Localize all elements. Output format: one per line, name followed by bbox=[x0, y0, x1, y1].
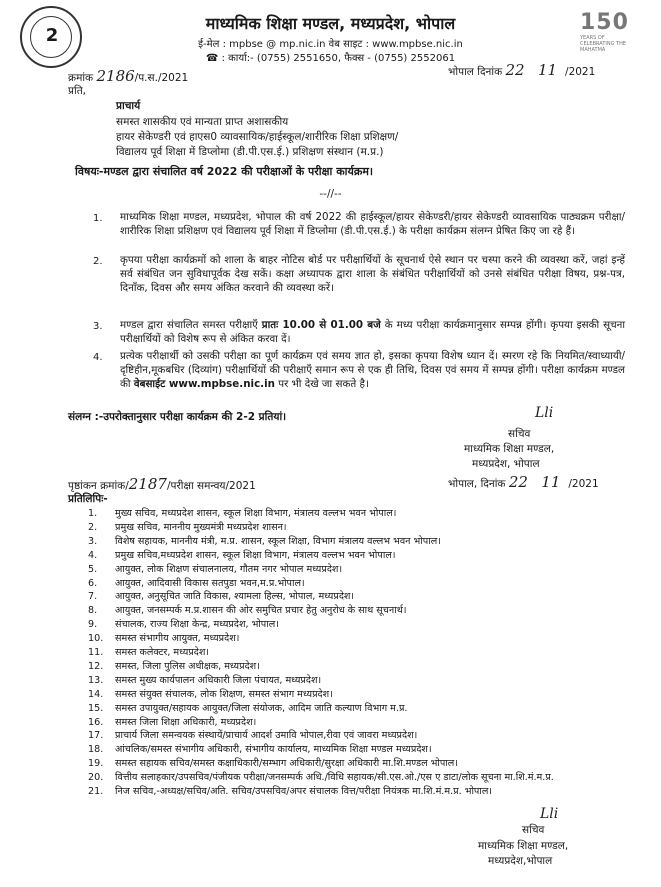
ref-date-day: 22 bbox=[505, 61, 525, 79]
anniversary-text: YEARS OF CELEBRATING THE MAHATMA bbox=[580, 35, 627, 53]
copy-list-item-text: निज सचिव,-अध्यक्ष/सचिव/अति. सचिव/उपसचिव/अपर संचालक वित्त/परीक्षा नियंत्रक मा.शि.मं.म.प्र. भोपाल। bbox=[115, 786, 493, 797]
copy-list-item-number: 4. bbox=[88, 550, 98, 561]
copy-list-item-number: 21. bbox=[88, 786, 104, 797]
signature-2-line1: माध्यमिक शिक्षा मण्डल, bbox=[478, 840, 569, 852]
anniversary-number: 150 bbox=[580, 10, 629, 35]
copy-list-item-number: 15. bbox=[88, 703, 104, 714]
anniversary-logo bbox=[580, 10, 640, 53]
copy-list-item-number: 12. bbox=[88, 661, 104, 672]
para-4-number: 4. bbox=[93, 352, 103, 363]
signature-1-mark: Lli bbox=[535, 405, 554, 421]
email-web-line: ई-मेल : mpbse @ mp.nic.in वेब साइट : www.mpbse.nic.in bbox=[198, 39, 463, 50]
para-4-text bbox=[120, 349, 625, 391]
copy-list-item-number: 8. bbox=[88, 605, 98, 616]
copy-list-item-text: समस्त सहायक सचिव/समस्त कक्षाधिकारी/सम्भाग अधिकारी/सुरक्षा अधिकारी मा.शि.मण्डल भोपाल। bbox=[115, 758, 458, 769]
ref-date-month: 11 bbox=[537, 61, 558, 79]
copy-list-item-number: 16. bbox=[88, 717, 104, 728]
copy-list-item-number: 18. bbox=[88, 744, 104, 755]
copy-list-item-number: 14. bbox=[88, 689, 104, 700]
copy-list-item-text: प्राचार्य जिला समन्वयक संस्थायें/प्राचार्य आदर्श उमावि भोपाल,रीवा एवं जावरा मध्यप्रदेश। bbox=[115, 730, 418, 741]
copy-list-item-number: 11. bbox=[88, 647, 104, 658]
copy-list-item-text: प्रमुख सचिव, माननीय मुख्यमंत्री मध्यप्रदेश शासन। bbox=[115, 522, 287, 533]
endorsement-prefix: पृष्ठांकन क्रमांक/ bbox=[68, 480, 129, 492]
para-2-number: 2. bbox=[93, 256, 103, 267]
copy-list-item-text: समस्त कलेक्टर, मध्यप्रदेश। bbox=[115, 647, 210, 658]
separator: --//-- bbox=[319, 188, 342, 200]
signature-1-date bbox=[448, 473, 599, 491]
copy-list-item-text: आंचलिक/समस्त संभागीय अधिकारी, संभागीय कार्यालय, माध्यमिक शिक्षा मण्डल मध्यप्रदेश। bbox=[115, 744, 432, 755]
signature-1-line2: मध्यप्रदेश, भोपाल bbox=[472, 458, 540, 470]
copy-list-item-text: समस्त मुख्य कार्यपालन अधिकारी जिला पंचायत, मध्यप्रदेश। bbox=[115, 675, 322, 686]
para-3-exam-time: प्रातः 10.00 से 01.00 बजे bbox=[261, 319, 381, 331]
para-1-text: माध्यमिक शिक्षा मण्डल, मध्यप्रदेश, भोपाल की वर्ष 2022 की हाईस्कूल/हायर सेकेण्डरी/हायर सेकेण्डरी व्यावसायिक पाठ्यक्रम परीक्षा/शारीरिक शिक्षा प्रशिक्षण एवं विद्यालय पूर्व शिक्षा में डिप्लोमा (डी.पी.एस.ई.) के परीक्षा कार्यक्रम संलग्न प्रेषित किए जा रहे हैं। bbox=[120, 211, 625, 237]
copy-list-item-number: 5. bbox=[88, 564, 98, 575]
copy-list-item-text: समस्त, जिला पुलिस अधीक्षक, मध्यप्रदेश। bbox=[115, 661, 260, 672]
para-3-text-a: मण्डल द्वारा संचालित समस्त परीक्षाएँ bbox=[120, 319, 262, 331]
endorsement-suffix: /परीक्षा समन्वय/2021 bbox=[166, 480, 256, 492]
copy-list-item-number: 17. bbox=[88, 730, 104, 741]
signature-2-title: सचिव bbox=[522, 824, 545, 836]
copy-list-item-text: आयुक्त, अनुसूचित जाति विकास, श्यामला हिल्स, भोपाल, मध्यप्रदेश। bbox=[115, 591, 355, 602]
copy-list-item-text: आयुक्त, जनसम्पर्क म.प्र.शासन की ओर समुचित प्रचार हेतु अनुरोध के साथ सूचनार्थ। bbox=[115, 605, 407, 616]
para-3-text bbox=[120, 318, 625, 346]
copy-list-item-number: 3. bbox=[88, 536, 98, 547]
endorsement-number bbox=[68, 475, 256, 493]
copy-list-item-text: समस्त जिला शिक्षा अधिकारी, मध्यप्रदेश। bbox=[115, 717, 257, 728]
ref-number bbox=[68, 67, 189, 85]
para-3-number: 3. bbox=[93, 321, 103, 332]
ref-suffix: /प.स./2021 bbox=[134, 72, 189, 84]
copy-heading: प्रतिलिपिः- bbox=[68, 493, 108, 505]
signature-1-date-year: /2021 bbox=[568, 478, 599, 490]
copy-list-item-text: वित्तीय सलाहकार/उपसचिव/पंजीयक परीक्षा/जनसम्पर्क अधि./विधि सहायक/सी.एस.ओ./एस ए डाटा/लोक सूचना मा.शि.मं.म.प्र. bbox=[115, 772, 554, 783]
copy-list-item-text: समस्त संयुक्त संचालक, लोक शिक्षण, समस्त संभाग मध्यप्रदेश। bbox=[115, 689, 333, 700]
logo-number: 2 bbox=[45, 25, 59, 46]
copy-list-item-number: 19. bbox=[88, 758, 104, 769]
enclosure: संलग्न :-उपरोक्तानुसार परीक्षा कार्यक्रम की 2-2 प्रतियां। bbox=[68, 411, 287, 423]
copy-list-item-number: 2. bbox=[88, 522, 98, 533]
copy-list-item-text: आयुक्त, लोक शिक्षण संचालनालय, गौतम नगर भोपाल मध्यप्रदेश। bbox=[115, 564, 343, 575]
para-4-text-a: प्रत्येक परीक्षार्थी को उसकी परीक्षा का पूर्ण कार्यक्रम एवं समय ज्ञात हो, इसका कृपया विशेष ध्यान दें। स्मरण रहे कि नियमित/स्वाध्यायी/दृष्टिहीन,मूकबधिर (दिव्यांग) परीक्षार्थियों की परीक्षाएँ समान रूप से एक ही तिथि, दिवस एवं समय में सम्पन्न होंगी। परीक्षा कार्यक्रम मण्डल की bbox=[120, 350, 625, 390]
ref-date-label: भोपाल दिनांक bbox=[448, 66, 503, 78]
copy-list-item-number: 13. bbox=[88, 675, 104, 686]
subject: विषयः-मण्डल द्वारा संचालित वर्ष 2022 की परीक्षाओं के परीक्षा कार्यक्रम। bbox=[75, 165, 374, 178]
signature-1-date-label: भोपाल, दिनांक bbox=[448, 478, 506, 490]
ref-prefix: क्रमांक bbox=[68, 72, 94, 84]
board-title: माध्यमिक शिक्षा मण्डल, मध्यप्रदेश, भोपाल bbox=[205, 14, 456, 33]
copy-list-item-number: 9. bbox=[88, 619, 98, 630]
addressee-line3: विद्यालय पूर्व शिक्षा में डिप्लोमा (डी.पी.एस.ई.) प्रशिक्षण संस्थान (म.प्र.) bbox=[116, 146, 384, 158]
ref-date-year: /2021 bbox=[565, 66, 596, 78]
copy-list-item-text: विशेष सहायक, माननीय मंत्री, म.प्र. शासन, स्कूल शिक्षा, विभाग मंत्रालय वल्लभ भवन भोपाल। bbox=[115, 536, 441, 547]
ref-date bbox=[448, 61, 596, 79]
prati: प्रति, bbox=[68, 85, 87, 97]
copy-list-item-text: समस्त उपायुक्त/सहायक आयुक्त/जिला संयोजक, आदिम जाति कल्याण विभाग म.प्र. bbox=[115, 703, 408, 714]
copy-list-item-number: 6. bbox=[88, 578, 98, 589]
copy-list-item-text: संचालक, राज्य शिक्षा केन्द्र, मध्यप्रदेश, भोपाल। bbox=[115, 619, 279, 630]
signature-1-line1: माध्यमिक शिक्षा मण्डल, bbox=[464, 443, 555, 455]
addressee-line2: हायर सेकेण्डरी एवं हाएस0 व्यावसायिक/हाईस्कूल/शारीरिक शिक्षा प्रशिक्षण/ bbox=[116, 131, 399, 143]
copy-list-item-number: 10. bbox=[88, 633, 104, 644]
copy-list-item-number: 7. bbox=[88, 591, 98, 602]
copy-list-item-text: मुख्य सचिव, मध्यप्रदेश शासन, स्कूल शिक्षा विभाग, मंत्रालय वल्लभ भवन भोपाल। bbox=[115, 508, 397, 519]
signature-1-date-day: 22 bbox=[508, 473, 528, 491]
copy-list-item-text: समस्त संभागीय आयुक्त, मध्यप्रदेश। bbox=[115, 633, 240, 644]
signature-2-mark: Lli bbox=[540, 806, 559, 822]
addressee: प्राचार्य bbox=[116, 100, 141, 112]
para-1-number: 1. bbox=[93, 213, 103, 224]
para-4-text-c: पर भी देखे जा सकते है। bbox=[274, 378, 369, 390]
copy-list-item-number: 1. bbox=[88, 508, 98, 519]
para-4-website: वेबसाईट www.mpbse.nic.in bbox=[133, 378, 275, 390]
signature-1-date-month: 11 bbox=[541, 473, 561, 491]
signature-2-line2: मध्यप्रदेश,भोपाल bbox=[488, 855, 553, 867]
signature-1-title: सचिव bbox=[508, 428, 531, 440]
endorsement-handwritten-number: 2187 bbox=[128, 475, 167, 493]
para-3-text-c: के मध्य परीक्षा कार्यक्रमानुसार सम्पन्न होंगी। कृपया इसकी सूचना परीक्षार्थियों को विशेष रूप से अंकित करवा दें। bbox=[120, 319, 625, 345]
addressee-line1: समस्त शासकीय एवं मान्यता प्राप्त अशासकीय bbox=[116, 116, 289, 128]
para-2-text: कृपया परीक्षा कार्यक्रमों को शाला के बाहर नोटिस बोर्ड पर परीक्षार्थियों के सूचनार्थ ऐसे स्थान पर चस्पा करने की व्यवस्था करें, जहां इन्हें सर्व संबंधित जन सुविधापूर्वक देख सकें। कक्षा अध्यापक द्वारा शाला के संबंधित परीक्षार्थियों को उनसे संबंधित परीक्षा विषय, प्रश्न-पत्र, दिनाँक, दिवस और समय अंकित करवाने की व्यवस्था करें। bbox=[120, 254, 625, 294]
phone-line: ☎ : कार्या:- (0755) 2551650, फैक्स - (0755) 2552061 bbox=[205, 53, 456, 64]
ref-handwritten-number: 2186 bbox=[96, 67, 135, 85]
copy-list-item-text: प्रमुख सचिव,मध्यप्रदेश शासन, स्कूल शिक्षा विभाग, मंत्रालय वल्लभ भवन भोपाल। bbox=[115, 550, 396, 561]
copy-list-item-text: आयुक्त, आदिवासी विकास सतपुडा भवन,म.प्र.भोपाल। bbox=[115, 578, 305, 589]
copy-list-item-number: 20. bbox=[88, 772, 104, 783]
